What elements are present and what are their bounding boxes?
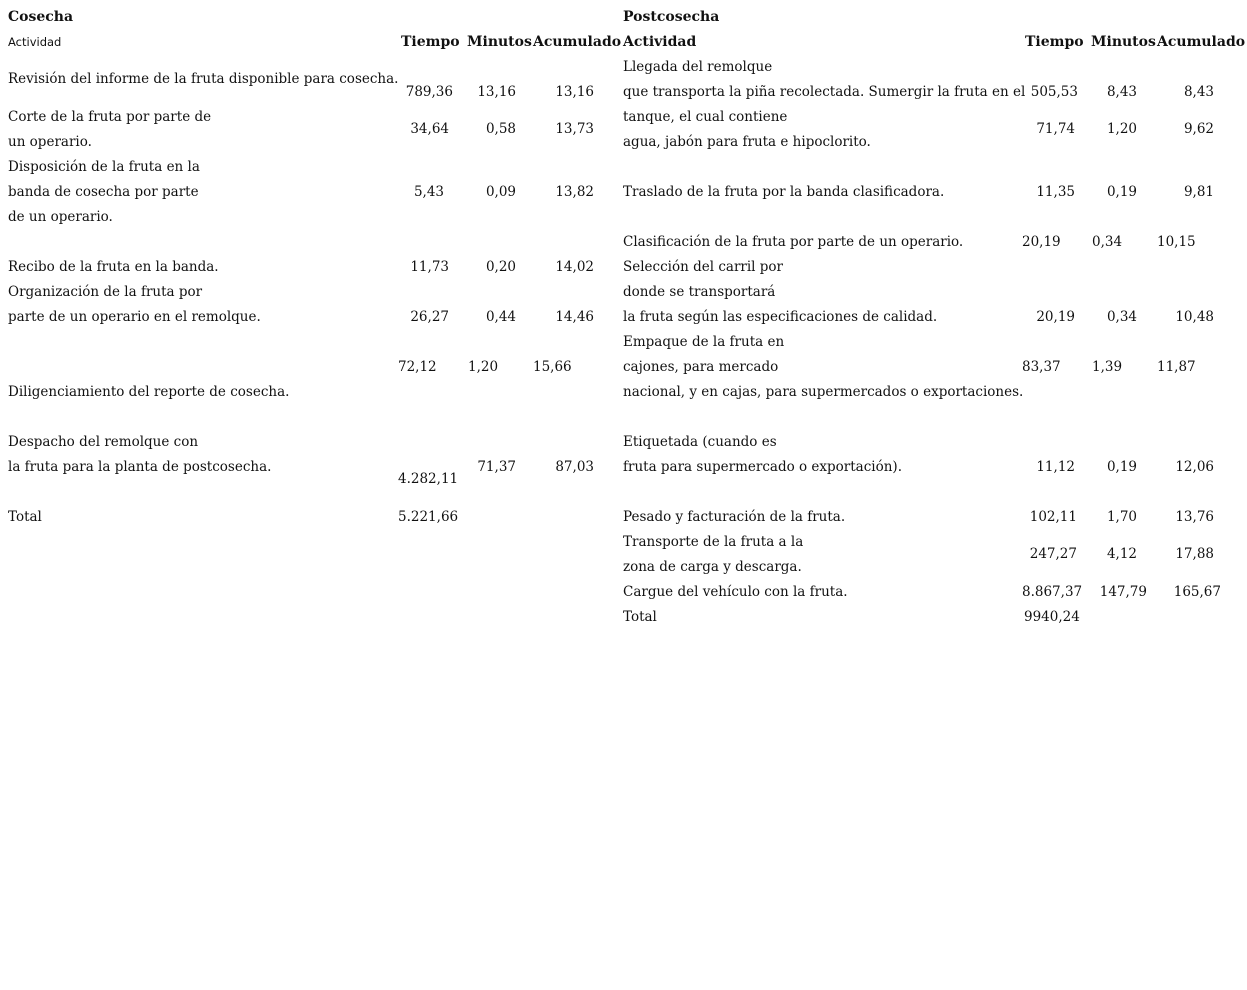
postcosecha-row-tiempo: 20,19 [1036, 309, 1075, 325]
postcosecha-row-acumulado: 10,15 [1157, 234, 1196, 250]
cosecha-row-minutos: 0,20 [485, 259, 516, 275]
postcosecha-row-acumulado: 8,43 [1183, 84, 1214, 100]
postcosecha-row-activity: tanque, el cual contiene [623, 109, 788, 125]
postcosecha-header-actividad: Actividad [623, 34, 697, 50]
postcosecha-row-minutos: 0,19 [1106, 459, 1137, 475]
cosecha-header-acumulado: Acumulado [533, 34, 622, 50]
postcosecha-row-minutos: 0,34 [1092, 234, 1123, 250]
postcosecha-row-tiempo: 11,12 [1036, 459, 1075, 475]
cosecha-row-acumulado: 14,46 [555, 309, 594, 325]
cosecha-total-tiempo: 5.221,66 [398, 509, 459, 525]
cosecha-row-acumulado: 13,73 [555, 121, 594, 137]
postcosecha-row-minutos: 1,20 [1106, 121, 1137, 137]
postcosecha-header-minutos: Minutos [1091, 34, 1156, 50]
cosecha-row-tiempo: 4.282,11 [398, 471, 459, 487]
postcosecha-row-minutos: 0,34 [1106, 309, 1137, 325]
postcosecha-row-activity: agua, jabón para fruta e hipoclorito. [623, 134, 871, 150]
postcosecha-row-acumulado: 11,87 [1157, 359, 1196, 375]
postcosecha-row-minutos: 4,12 [1106, 546, 1137, 562]
postcosecha-total-tiempo: 9940,24 [1024, 609, 1080, 625]
cosecha-row-activity: Revisión del informe de la fruta disponible para cosecha. [8, 71, 399, 87]
postcosecha-row-tiempo: 11,35 [1036, 184, 1075, 200]
postcosecha-row-activity: Selección del carril por [623, 259, 784, 275]
cosecha-row-acumulado: 14,02 [555, 259, 594, 275]
postcosecha-row-activity: nacional, y en cajas, para supermercados o exportaciones. [623, 384, 1024, 400]
postcosecha-row-acumulado: 165,67 [1173, 584, 1221, 600]
postcosecha-row-activity: Pesado y facturación de la fruta. [623, 509, 846, 525]
cosecha-row-tiempo: 26,27 [410, 309, 449, 325]
cosecha-row-activity: de un operario. [8, 209, 113, 225]
postcosecha-row-minutos: 147,79 [1099, 584, 1147, 600]
postcosecha-row-activity: cajones, para mercado [623, 359, 779, 375]
cosecha-row-tiempo: 72,12 [398, 359, 437, 375]
postcosecha-row-acumulado: 10,48 [1175, 309, 1214, 325]
postcosecha-row-minutos: 8,43 [1106, 84, 1137, 100]
cosecha-row-minutos: 0,09 [485, 184, 516, 200]
cosecha-row-tiempo: 34,64 [410, 121, 449, 137]
postcosecha-row-tiempo: 102,11 [1029, 509, 1077, 525]
postcosecha-row-acumulado: 13,76 [1175, 509, 1214, 525]
postcosecha-row-tiempo: 83,37 [1022, 359, 1061, 375]
cosecha-row-minutos: 1,20 [468, 359, 499, 375]
cosecha-row-activity: Corte de la fruta por parte de [8, 109, 212, 125]
postcosecha-header-tiempo: Tiempo [1025, 34, 1084, 50]
cosecha-row-activity: Organización de la fruta por [8, 284, 203, 300]
cosecha-row-activity: banda de cosecha por parte [8, 184, 199, 200]
postcosecha-row-acumulado: 9,62 [1183, 121, 1214, 137]
cosecha-row-acumulado: 13,82 [555, 184, 594, 200]
postcosecha-row-acumulado: 12,06 [1175, 459, 1214, 475]
postcosecha-row-minutos: 1,39 [1092, 359, 1123, 375]
postcosecha-row-acumulado: 9,81 [1183, 184, 1214, 200]
postcosecha-row-activity: donde se transportará [623, 284, 776, 300]
postcosecha-header-acumulado: Acumulado [1157, 34, 1246, 50]
cosecha-row-minutos: 71,37 [477, 459, 516, 475]
postcosecha-row-tiempo: 247,27 [1029, 546, 1077, 562]
cosecha-row-activity: Recibo de la fruta en la banda. [8, 259, 219, 275]
cosecha-row-activity: Disposición de la fruta en la [8, 159, 200, 175]
postcosecha-row-minutos: 1,70 [1106, 509, 1137, 525]
cosecha-row-activity: la fruta para la planta de postcosecha. [8, 459, 272, 475]
cosecha-row-minutos: 0,44 [485, 309, 516, 325]
cosecha-row-acumulado: 13,16 [555, 84, 594, 100]
postcosecha-row-minutos: 0,19 [1106, 184, 1137, 200]
postcosecha-row-activity: Traslado de la fruta por la banda clasificadora. [623, 184, 945, 200]
postcosecha-row-activity: fruta para supermercado o exportación). [623, 459, 902, 475]
cosecha-row-acumulado: 15,66 [533, 359, 572, 375]
postcosecha-title: Postcosecha [623, 9, 720, 25]
postcosecha-row-activity: Empaque de la fruta en [623, 334, 785, 350]
cosecha-total-label: Total [8, 509, 42, 525]
postcosecha-row-activity: Clasificación de la fruta por parte de un operario. [623, 234, 964, 250]
cosecha-row-tiempo: 5,43 [413, 184, 444, 200]
postcosecha-total-label: Total [623, 609, 657, 625]
cosecha-row-acumulado: 87,03 [555, 459, 594, 475]
cosecha-header-tiempo: Tiempo [401, 34, 460, 50]
cosecha-row-tiempo: 789,36 [405, 84, 453, 100]
cosecha-row-minutos: 13,16 [477, 84, 516, 100]
postcosecha-row-acumulado: 17,88 [1175, 546, 1214, 562]
postcosecha-row-activity: que transporta la piña recolectada. Sumergir la fruta en el [623, 84, 1026, 100]
cosecha-row-tiempo: 11,73 [410, 259, 449, 275]
postcosecha-row-activity: Cargue del vehículo con la fruta. [623, 584, 848, 600]
postcosecha-row-activity: zona de carga y descarga. [623, 559, 802, 575]
postcosecha-row-activity: Etiquetada (cuando es [623, 434, 777, 450]
cosecha-row-activity: Despacho del remolque con [8, 434, 199, 450]
postcosecha-row-tiempo: 8.867,37 [1022, 584, 1083, 600]
postcosecha-row-activity: Llegada del remolque [623, 59, 773, 75]
cosecha-header-actividad: Actividad [8, 35, 62, 49]
cosecha-title: Cosecha [8, 9, 74, 25]
cosecha-row-activity: Diligenciamiento del reporte de cosecha. [8, 384, 290, 400]
cosecha-row-minutos: 0,58 [485, 121, 516, 137]
cosecha-row-activity: un operario. [8, 134, 92, 150]
cosecha-row-activity: parte de un operario en el remolque. [8, 309, 261, 325]
postcosecha-row-activity: Transporte de la fruta a la [623, 534, 804, 550]
postcosecha-row-tiempo: 20,19 [1022, 234, 1061, 250]
postcosecha-row-tiempo: 505,53 [1030, 84, 1078, 100]
cosecha-header-minutos: Minutos [467, 34, 532, 50]
postcosecha-row-activity: la fruta según las especificaciones de calidad. [623, 309, 938, 325]
postcosecha-row-tiempo: 71,74 [1036, 121, 1075, 137]
